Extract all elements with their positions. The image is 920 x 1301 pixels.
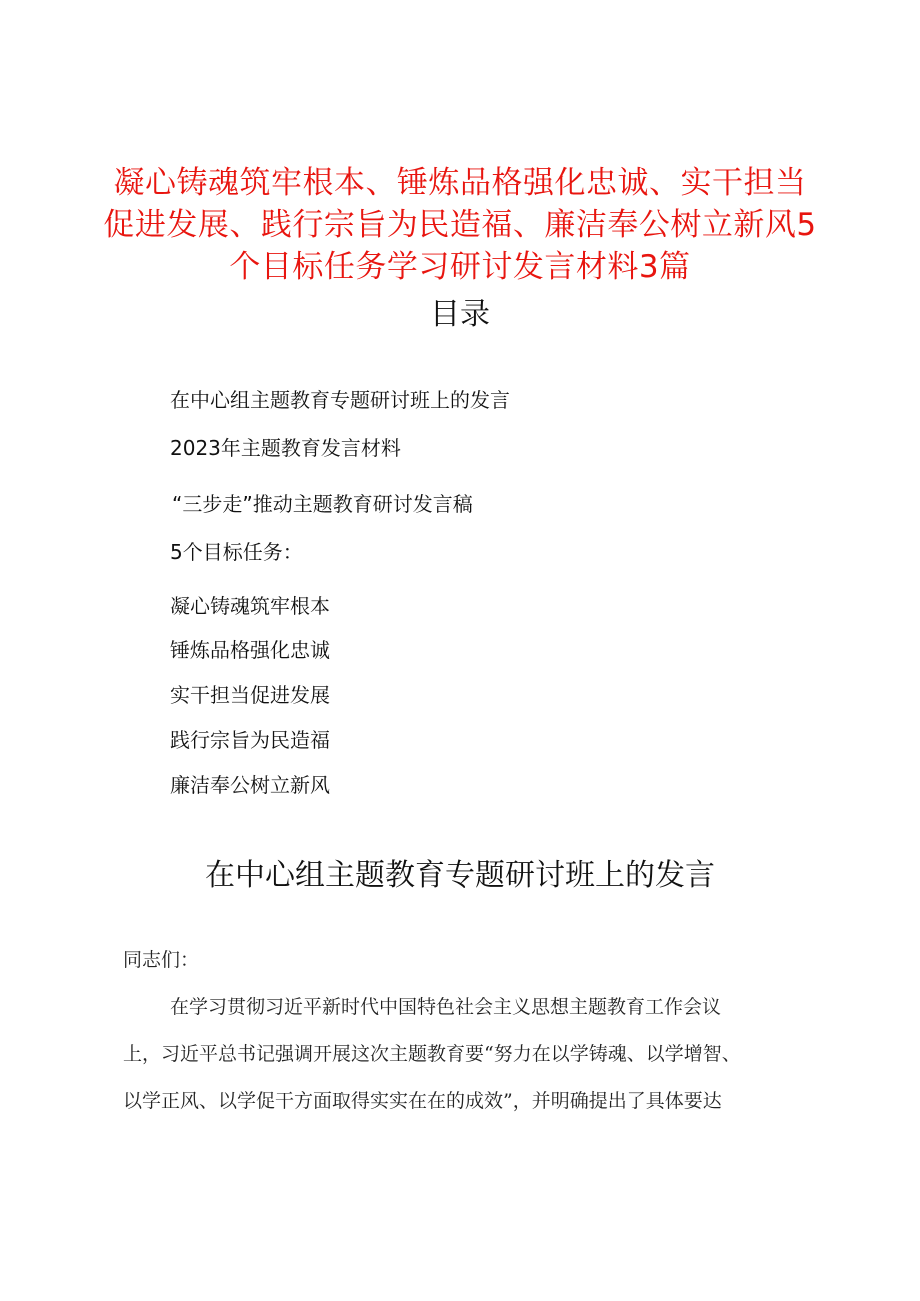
toc-item: 凝心铸魂筑牢根本 <box>170 594 330 618</box>
toc-item: 锤炼品格强化忠诚 <box>170 638 330 662</box>
toc-item: 实干担当促进发展 <box>170 683 330 707</box>
toc-item: “三步走”推动主题教育研讨发言稿 <box>172 492 473 516</box>
section-title: 在中心组主题教育专题研讨班上的发言 <box>205 858 715 893</box>
toc-item: 5个目标任务： <box>170 540 303 564</box>
toc-item: 在中心组主题教育专题研讨班上的发言 <box>170 388 510 412</box>
body-text-line: 以学正风、以学促干方面取得实实在在的成效”，并明确提出了具体要达 <box>123 1090 722 1112</box>
toc-item: 廉洁奉公树立新风 <box>170 773 330 797</box>
salutation: 同志们： <box>123 949 200 971</box>
toc-item: 践行宗旨为民造福 <box>170 728 330 752</box>
title-line: 个目标任务学习研讨发言材料3篇 <box>229 249 691 285</box>
title-line: 促进发展、践行宗旨为民造福、廉洁奉公树立新风5 <box>103 207 817 243</box>
title-line: 凝心铸魂筑牢根本、锤炼品格强化忠诚、实干担当 <box>113 165 807 201</box>
body-text-line: 在学习贯彻习近平新时代中国特色社会主义思想主题教育工作会议 <box>170 996 722 1018</box>
toc-item: 2023年主题教育发言材料 <box>170 436 401 460</box>
body-text-line: 上，习近平总书记强调开展这次主题教育要“努力在以学铸魂、以学增智、 <box>123 1043 741 1065</box>
toc-heading: 目录 <box>430 297 490 332</box>
document-title <box>100 162 820 288</box>
